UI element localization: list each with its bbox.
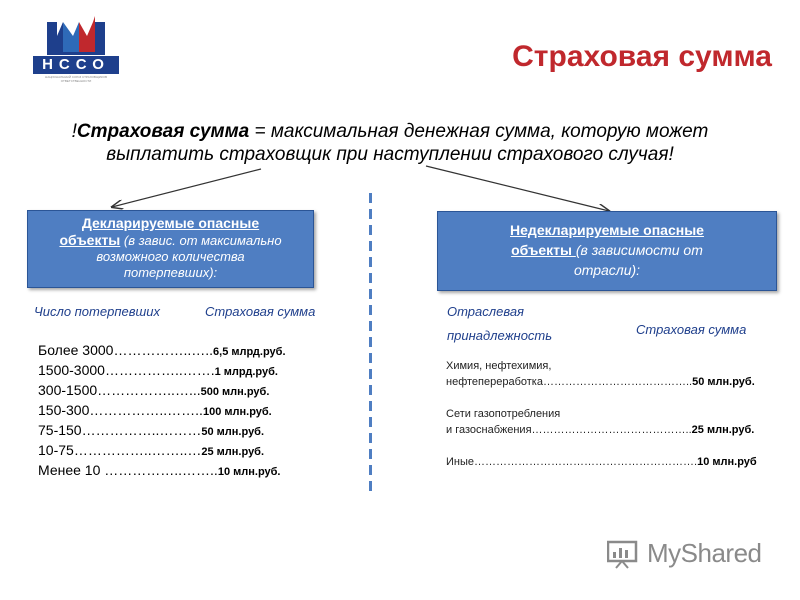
definition-line1: = максимальная денежная сумма, которую может [249, 121, 709, 142]
item-line1: Сети газопотребления [446, 408, 561, 420]
row-label: 1500-3000 [38, 362, 105, 378]
row-dots: ……………..…….. [104, 462, 218, 478]
item-dots: ………………………………….. [542, 376, 693, 388]
row-dots: ……………..……. [104, 362, 215, 378]
victims-sum-list [38, 340, 328, 480]
declared-sub-line2: возможного количества [96, 249, 245, 264]
left-col-sum: Страховая сумма [205, 304, 316, 319]
row-value: 6,5 млрд.руб. [213, 346, 286, 358]
row-value: 25 млн.руб. [201, 446, 265, 458]
logo-subtitle: НАЦИОНАЛЬНЫЙ СОЮЗ СТРАХОВЩИКОВ ОТВЕТСТВЕННОСТИ [45, 75, 107, 83]
presentation-icon [607, 539, 641, 569]
list-item [38, 460, 328, 480]
logo-text: НССО [33, 56, 119, 74]
list-item [38, 340, 328, 360]
row-label: 150-300 [38, 402, 90, 418]
item-value: 25 млн.руб. [691, 424, 755, 436]
row-label: 10-75 [38, 442, 74, 458]
item-value: 50 млн.руб. [692, 376, 755, 388]
row-value: 100 млн.руб. [202, 406, 272, 418]
row-dots: ……………..……..… [73, 442, 202, 458]
row-value: 10 млн.руб. [217, 466, 281, 478]
undeclared-head-line2: объекты [511, 242, 576, 258]
definition-term: Страховая сумма [76, 121, 250, 142]
right-col-industry-line1: Отраслевая [447, 304, 524, 319]
arrow-right [426, 166, 609, 211]
list-item [446, 406, 776, 438]
row-value: 1 млрд.руб. [214, 366, 278, 378]
nsso-logo [33, 14, 119, 83]
vertical-divider [369, 193, 372, 495]
list-item [38, 400, 328, 420]
list-item [38, 360, 328, 380]
item-line2: и газоснабжения [446, 424, 532, 436]
row-label: 300-1500 [38, 382, 98, 398]
item-dots: …………………………………….. [531, 424, 692, 436]
definition-line2: выплатить страховщик при наступлении страхового случая! [106, 144, 674, 165]
page-title: Страховая сумма [512, 40, 772, 73]
definition-prefix: ! [71, 121, 77, 142]
industry-sum-list [446, 358, 776, 486]
list-item [38, 380, 328, 400]
watermark-text: MyShared [647, 538, 762, 568]
declared-head-line2: объекты [59, 232, 121, 248]
row-label: 75-150 [38, 422, 82, 438]
row-label: Менее 10 [38, 462, 105, 478]
undeclared-sub-line2: отрасли): [573, 262, 641, 278]
list-item [446, 454, 776, 470]
arrow-left [112, 169, 261, 207]
declared-sub-line3: потерпевших): [123, 265, 218, 280]
item-line2: Иные [446, 456, 475, 468]
item-value: 10 млн.руб [697, 456, 757, 468]
list-item [38, 440, 328, 460]
declared-sub-line1: (в завис. от максимально [120, 233, 282, 248]
logo-emblem-icon [33, 14, 119, 56]
row-dots: ……………..…... [97, 382, 201, 398]
row-dots: ……………..….. [113, 342, 214, 358]
definition-text [40, 120, 740, 166]
list-item [38, 420, 328, 440]
right-col-industry [447, 300, 552, 348]
left-col-victims: Число потерпевших [34, 304, 161, 319]
row-value: 50 млн.руб. [201, 426, 265, 438]
row-label: Более 3000 [38, 342, 114, 358]
declared-head-line1: Декларируемые опасные [81, 215, 260, 231]
right-col-sum: Страховая сумма [636, 322, 747, 337]
row-dots: ……………..…….. [89, 402, 203, 418]
myshared-watermark [607, 538, 762, 569]
item-line1: Химия, нефтехимия, [446, 360, 552, 372]
row-value: 500 млн.руб. [200, 386, 270, 398]
undeclared-head-line1: Недекларируемые опасные [510, 222, 704, 238]
declared-objects-box [27, 210, 314, 288]
right-col-industry-line2: принадлежность [447, 328, 553, 343]
item-dots: ……………………………………………………. [474, 456, 698, 468]
row-dots: ……………..……… [81, 422, 202, 438]
undeclared-sub-line1: (в зависимости от [575, 242, 703, 258]
item-line2: нефтепереработка [446, 376, 543, 388]
undeclared-objects-box [437, 211, 777, 291]
list-item [446, 358, 776, 390]
